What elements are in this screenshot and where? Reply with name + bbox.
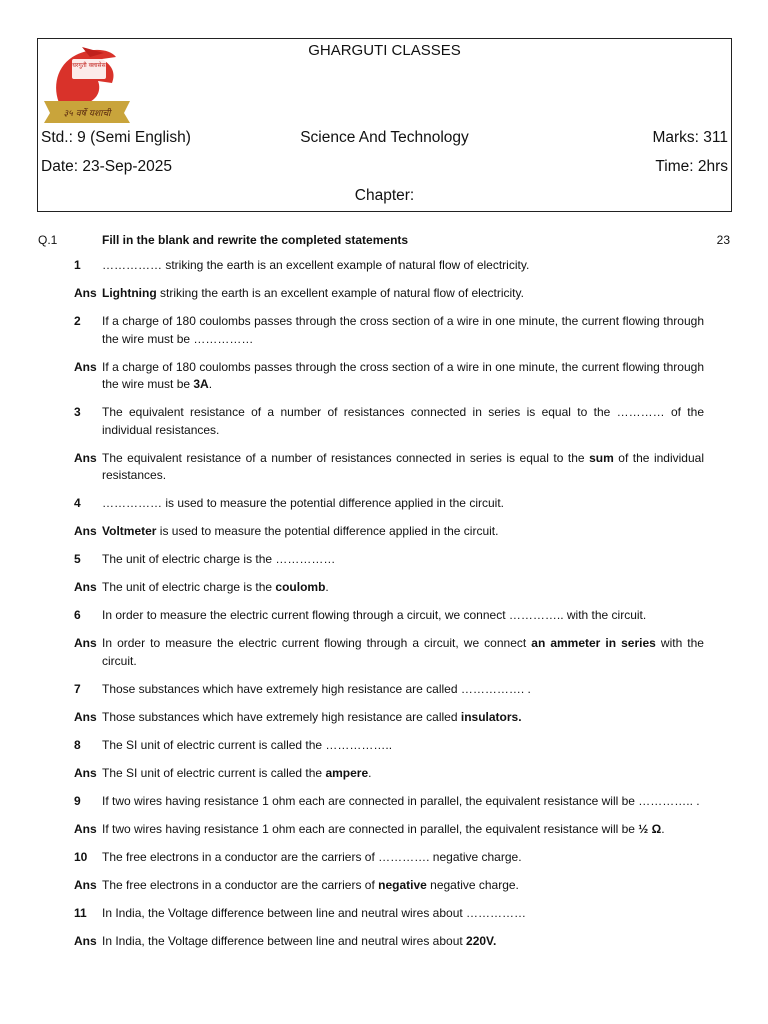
subject: Science And Technology bbox=[300, 129, 469, 146]
item-text bbox=[102, 257, 704, 275]
question-item bbox=[74, 793, 704, 811]
question-item bbox=[74, 404, 704, 439]
question-item bbox=[74, 313, 704, 348]
answer-item bbox=[74, 821, 704, 839]
item-number: Ans bbox=[74, 524, 97, 538]
item-number: 1 bbox=[74, 258, 81, 272]
item-text-pre: If a charge of 180 coulombs passes through the cross section of a wire in one minute, the current flowing through the wire must be …………… bbox=[102, 314, 704, 346]
item-text-pre: If a charge of 180 coulombs passes through the cross section of a wire in one minute, the current flowing through the wire must be bbox=[102, 359, 704, 391]
item-text-pre: If two wires having resistance 1 ohm each are connected in parallel, the equivalent resistance will be bbox=[102, 821, 639, 836]
question-item bbox=[74, 905, 704, 923]
item-number: Ans bbox=[74, 450, 97, 465]
question-item bbox=[74, 681, 704, 699]
answer-item bbox=[74, 523, 704, 541]
item-text-pre: …………… striking the earth is an excellent example of natural flow of electricity. bbox=[102, 258, 530, 272]
answer-item bbox=[74, 765, 704, 783]
item-text-pre: Those substances which have extremely high resistance are called ……………. . bbox=[102, 681, 531, 696]
item-text-pre: The SI unit of electric current is called the …………….. bbox=[102, 737, 393, 752]
item-number: 8 bbox=[74, 737, 81, 752]
item-text-post: of the individual resistances. bbox=[102, 450, 704, 482]
item-answer-bold: insulators. bbox=[460, 709, 522, 724]
item-text-pre: If two wires having resistance 1 ohm each are connected in parallel, the equivalent resistance will be ………….. . bbox=[102, 793, 700, 808]
item-answer-bold: 3A bbox=[193, 377, 209, 391]
item-text bbox=[102, 793, 704, 811]
logo-banner: ३५ वर्षे यशाची bbox=[63, 109, 111, 119]
item-text-pre: Those substances which have extremely high resistance are called bbox=[102, 709, 461, 724]
item-text-post: with the circuit. bbox=[102, 636, 704, 668]
chapter: Chapter: bbox=[354, 187, 415, 204]
item-text-pre: The free electrons in a conductor are the carriers of …………. negative charge. bbox=[102, 849, 522, 864]
item-number: Ans bbox=[74, 286, 97, 300]
item-answer-bold: an ammeter in series bbox=[531, 636, 656, 650]
question-list bbox=[74, 257, 704, 961]
item-text-pre: In order to measure the electric current flowing through a circuit, we connect bbox=[102, 636, 532, 650]
item-number: 3 bbox=[74, 405, 81, 419]
item-number: Ans bbox=[74, 765, 97, 780]
total-marks: Marks: 311 bbox=[652, 129, 728, 146]
item-number: Ans bbox=[74, 821, 97, 836]
question-item bbox=[74, 849, 704, 867]
answer-item bbox=[74, 579, 704, 597]
item-text bbox=[102, 450, 704, 485]
question-item bbox=[74, 495, 704, 513]
item-number: Ans bbox=[74, 580, 97, 594]
item-text bbox=[102, 579, 704, 597]
item-text-pre: In India, the Voltage difference between line and neutral wires about …………… bbox=[102, 905, 527, 920]
item-number: 4 bbox=[74, 496, 81, 510]
item-text-post: . bbox=[661, 821, 665, 836]
item-text bbox=[102, 551, 704, 569]
standard: Std.: 9 (Semi English) bbox=[41, 129, 191, 146]
answer-item bbox=[74, 877, 704, 895]
question-marks: 23 bbox=[716, 233, 730, 247]
header-box bbox=[37, 38, 732, 212]
item-answer-bold: ½ Ω bbox=[638, 821, 662, 836]
item-text bbox=[102, 404, 704, 439]
item-number: 7 bbox=[74, 681, 81, 696]
item-answer-bold: 220V. bbox=[466, 933, 497, 948]
question-title: Fill in the blank and rewrite the completed statements bbox=[102, 233, 409, 247]
item-text bbox=[102, 905, 704, 923]
item-text bbox=[102, 313, 704, 348]
item-number: 2 bbox=[74, 314, 81, 328]
item-number: Ans bbox=[74, 877, 97, 892]
item-number: Ans bbox=[74, 709, 97, 724]
question-item bbox=[74, 551, 704, 569]
item-text bbox=[102, 877, 704, 895]
item-number: 11 bbox=[74, 905, 87, 920]
answer-item bbox=[74, 285, 704, 303]
item-number: 6 bbox=[74, 608, 81, 622]
item-text bbox=[102, 681, 704, 699]
item-text-post: . bbox=[325, 580, 329, 594]
item-text-post: is used to measure the potential difference applied in the circuit. bbox=[156, 524, 499, 538]
item-answer-bold: ampere bbox=[325, 765, 369, 780]
item-text-post: negative charge. bbox=[426, 877, 519, 892]
item-text bbox=[102, 607, 704, 625]
item-answer-bold: Lightning bbox=[102, 286, 157, 300]
item-text bbox=[102, 737, 704, 755]
item-text-pre: The equivalent resistance of a number of resistances connected in series is equal to the ………… of the individual resistances. bbox=[102, 405, 704, 437]
item-answer-bold: Voltmeter bbox=[102, 524, 157, 538]
answer-item bbox=[74, 709, 704, 727]
item-text bbox=[102, 495, 704, 513]
question-item bbox=[74, 607, 704, 625]
item-text-pre: In India, the Voltage difference between line and neutral wires about bbox=[102, 933, 467, 948]
item-answer-bold: sum bbox=[589, 450, 614, 465]
school-name: GHARGUTI CLASSES bbox=[308, 42, 461, 59]
item-text-pre: The unit of electric charge is the bbox=[102, 580, 276, 594]
logo-text: घरगुती क्लासेस bbox=[72, 62, 106, 69]
item-text-pre: In order to measure the electric current flowing through a circuit, we connect ………….. with the circuit. bbox=[102, 608, 647, 622]
item-number: Ans bbox=[74, 359, 97, 374]
item-text bbox=[102, 285, 704, 303]
item-text bbox=[102, 635, 704, 670]
item-text-pre: The SI unit of electric current is called the bbox=[102, 765, 326, 780]
item-number: Ans bbox=[74, 636, 97, 650]
answer-item bbox=[74, 933, 704, 951]
item-text bbox=[102, 523, 704, 541]
question-item bbox=[74, 257, 704, 275]
item-text-pre: The equivalent resistance of a number of resistances connected in series is equal to the bbox=[102, 450, 590, 465]
item-text-post: . bbox=[368, 765, 372, 780]
item-answer-bold: coulomb bbox=[275, 580, 326, 594]
item-number: 5 bbox=[74, 552, 81, 566]
answer-item bbox=[74, 359, 704, 394]
answer-item bbox=[74, 450, 704, 485]
item-text-pre: …………… is used to measure the potential difference applied in the circuit. bbox=[102, 496, 504, 510]
item-text bbox=[102, 359, 704, 394]
item-answer-bold: negative bbox=[378, 877, 427, 892]
item-text bbox=[102, 709, 704, 727]
item-number: Ans bbox=[74, 933, 97, 948]
item-number: 10 bbox=[74, 849, 88, 864]
item-text bbox=[102, 821, 704, 839]
question-number: Q.1 bbox=[38, 233, 58, 247]
answer-item bbox=[74, 635, 704, 670]
item-text bbox=[102, 933, 704, 951]
item-text-pre: The unit of electric charge is the …………… bbox=[102, 552, 336, 566]
item-text bbox=[102, 765, 704, 783]
exam-date: Date: 23-Sep-2025 bbox=[41, 158, 172, 175]
item-text bbox=[102, 849, 704, 867]
item-text-post: striking the earth is an excellent example of natural flow of electricity. bbox=[156, 286, 524, 300]
exam-time: Time: 2hrs bbox=[655, 158, 728, 175]
question-item bbox=[74, 737, 704, 755]
item-text-post: . bbox=[208, 377, 213, 391]
item-text-pre: The free electrons in a conductor are the carriers of bbox=[102, 877, 379, 892]
item-number: 9 bbox=[74, 793, 81, 808]
